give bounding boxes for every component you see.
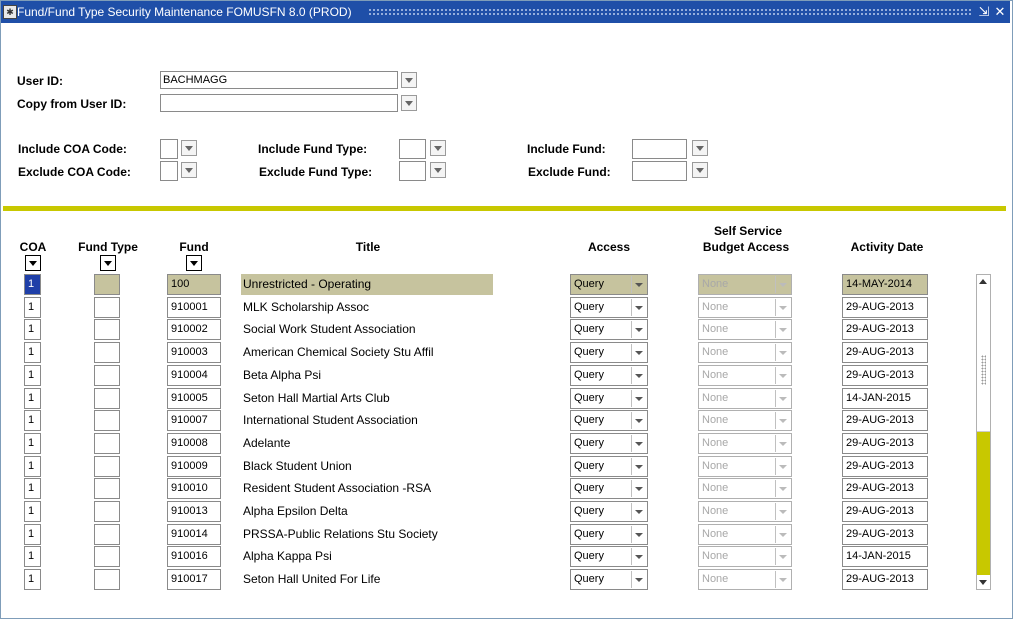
self-service-access-value: None [702,369,729,381]
self-service-access-select [698,546,792,567]
access-value: Query [574,323,604,335]
fund-cell[interactable]: 910017 [167,569,221,590]
coa-cell[interactable]: 1 [24,342,41,363]
activity-date-cell: 14-MAY-2014 [842,274,928,295]
exclude-fund-type-label: Exclude Fund Type: [259,165,373,179]
access-select[interactable] [570,319,648,340]
access-value: Query [574,301,604,313]
title-bar[interactable] [1,1,1010,23]
fund-sort-button[interactable] [186,255,202,271]
column-header-budget-access: Budget Access [702,240,790,254]
vertical-scrollbar[interactable] [976,274,991,590]
fund-title: Seton Hall United For Life [243,572,381,586]
activity-date-cell: 29-AUG-2013 [842,342,928,363]
self-service-access-value: None [702,392,729,404]
include-fund-type-field[interactable] [399,139,426,159]
self-service-access-select [698,524,792,545]
fund-type-cell[interactable] [94,501,120,522]
exclude-fund-type-field[interactable] [399,161,426,181]
scroll-down-icon[interactable] [977,575,990,589]
self-service-access-select [698,365,792,386]
fund-type-cell[interactable] [94,342,120,363]
fund-title: Resident Student Association -RSA [243,481,432,495]
coa-cell[interactable]: 1 [24,365,41,386]
fund-cell[interactable]: 910010 [167,478,221,499]
coa-cell[interactable]: 1 [24,569,41,590]
table-row[interactable] [1,410,1001,433]
chevron-down-icon[interactable] [631,548,646,565]
fund-cell[interactable]: 910005 [167,388,221,409]
table-row[interactable] [1,365,1001,388]
access-value: Query [574,346,604,358]
chevron-down-icon[interactable] [631,480,646,497]
chevron-down-icon[interactable] [631,526,646,543]
access-select[interactable] [570,433,648,454]
chevron-down-icon [775,344,790,361]
self-service-access-value: None [702,301,729,313]
access-select[interactable] [570,342,648,363]
fund-title: Unrestricted - Operating [241,274,493,295]
activity-date-cell: 29-AUG-2013 [842,410,928,431]
column-header-fund: Fund [179,240,209,254]
user-id-label: User ID: [17,74,64,88]
column-header-coa: COA [19,240,47,254]
fund-cell[interactable]: 910013 [167,501,221,522]
self-service-access-value: None [702,573,729,585]
chevron-down-icon [775,412,790,429]
scroll-track[interactable] [977,432,990,575]
self-service-access-value: None [702,482,729,494]
exclude-fund-label: Exclude Fund: [528,165,611,179]
coa-cell[interactable]: 1 [24,410,41,431]
self-service-access-value: None [702,414,729,426]
activity-date-cell: 29-AUG-2013 [842,524,928,545]
include-fund-type-label: Include Fund Type: [258,142,368,156]
self-service-access-select [698,456,792,477]
coa-cell[interactable]: 1 [24,274,41,295]
fund-title: MLK Scholarship Assoc [243,300,370,314]
access-value: Query [574,482,604,494]
activity-date-cell: 29-AUG-2013 [842,319,928,340]
self-service-access-value: None [702,550,729,562]
scroll-up-icon[interactable] [977,275,990,289]
self-service-access-select [698,388,792,409]
column-header-title: Title [355,240,381,254]
access-select[interactable] [570,478,648,499]
fund-type-cell[interactable] [94,297,120,318]
fund-type-cell[interactable] [94,319,120,340]
access-select[interactable] [570,569,648,590]
exclude-coa-lookup-button[interactable] [181,162,197,178]
copy-from-lookup-button[interactable] [401,95,417,111]
coa-sort-button[interactable] [25,255,41,271]
fund-title: PRSSA-Public Relations Stu Society [243,527,438,541]
coa-cell[interactable]: 1 [24,433,41,454]
window-title: Fund/Fund Type Security Maintenance FOMUSFN 8.0 (PROD) [17,5,352,19]
fund-type-sort-button[interactable] [100,255,116,271]
table-row[interactable] [1,478,1001,501]
access-value: Query [574,392,604,404]
fund-cell[interactable]: 910001 [167,297,221,318]
user-id-lookup-button[interactable] [401,72,417,88]
self-service-access-value: None [702,460,729,472]
access-value: Query [574,369,604,381]
chevron-down-icon[interactable] [631,412,646,429]
fund-type-cell[interactable] [94,274,120,295]
fund-type-cell[interactable] [94,456,120,477]
table-row[interactable] [1,297,1001,320]
self-service-access-value: None [702,437,729,449]
fund-title: American Chemical Society Stu Affil [243,345,434,359]
fund-title: International Student Association [243,413,418,427]
exclude-coa-field[interactable] [160,161,178,181]
chevron-down-icon [775,390,790,407]
fund-title: Alpha Kappa Psi [243,549,332,563]
chevron-down-icon [775,548,790,565]
exclude-fund-lookup-button[interactable] [692,162,708,178]
chevron-down-icon[interactable] [631,571,646,588]
fund-title: Beta Alpha Psi [243,368,322,382]
table-row[interactable] [1,342,1001,365]
exclude-coa-label: Exclude COA Code: [18,165,131,179]
coa-cell[interactable]: 1 [24,478,41,499]
access-select[interactable] [570,410,648,431]
activity-date-cell: 29-AUG-2013 [842,456,928,477]
fund-type-cell[interactable] [94,410,120,431]
chevron-down-icon [775,435,790,452]
fund-title: Seton Hall Martial Arts Club [243,391,390,405]
include-coa-label: Include COA Code: [18,142,127,156]
access-value: Query [574,437,604,449]
coa-cell[interactable]: 1 [24,297,41,318]
include-fund-lookup-button[interactable] [692,140,708,156]
column-header-self-service: Self Service [713,224,783,238]
fund-type-cell[interactable] [94,388,120,409]
fund-type-cell[interactable] [94,478,120,499]
fund-cell[interactable]: 910003 [167,342,221,363]
table-row[interactable] [1,524,1001,547]
include-coa-field[interactable] [160,139,178,159]
fund-title: Black Student Union [243,459,352,473]
chevron-down-icon[interactable] [631,276,646,293]
fund-cell[interactable]: 910004 [167,365,221,386]
access-value: Query [574,528,604,540]
user-id-field[interactable]: BACHMAGG [160,71,398,89]
coa-cell[interactable]: 1 [24,524,41,545]
title-bar-pattern [368,8,972,16]
activity-date-cell: 29-AUG-2013 [842,569,928,590]
chevron-down-icon[interactable] [631,367,646,384]
access-select[interactable] [570,456,648,477]
exclude-fund-field[interactable] [632,161,687,181]
minimize-icon[interactable]: ⇲ [978,4,990,19]
table-row[interactable] [1,569,1001,592]
activity-date-cell: 29-AUG-2013 [842,478,928,499]
fund-cell[interactable]: 100 [167,274,221,295]
column-header-fund-type: Fund Type [78,240,138,254]
table-row[interactable] [1,501,1001,524]
fund-cell[interactable]: 910008 [167,433,221,454]
section-divider [3,206,1006,211]
activity-date-cell: 29-AUG-2013 [842,501,928,522]
self-service-access-select [698,297,792,318]
activity-date-cell: 29-AUG-2013 [842,365,928,386]
access-value: Query [574,278,604,290]
self-service-access-select [698,319,792,340]
table-row[interactable] [1,319,1001,342]
access-value: Query [574,550,604,562]
self-service-access-value: None [702,346,729,358]
chevron-down-icon [775,299,790,316]
self-service-access-value: None [702,528,729,540]
fund-title: Alpha Epsilon Delta [243,504,348,518]
close-icon[interactable]: ✕ [994,4,1006,19]
fund-cell[interactable]: 910014 [167,524,221,545]
fund-cell[interactable]: 910007 [167,410,221,431]
table-row[interactable] [1,274,1001,297]
table-row[interactable] [1,388,1001,411]
fund-type-cell[interactable] [94,546,120,567]
coa-cell[interactable]: 1 [24,501,41,522]
access-value: Query [574,460,604,472]
app-icon: ✱ [3,5,17,19]
include-fund-label: Include Fund: [527,142,606,156]
chevron-down-icon [775,321,790,338]
self-service-access-select [698,478,792,499]
fund-cell[interactable]: 910016 [167,546,221,567]
access-select[interactable] [570,388,648,409]
coa-cell[interactable]: 1 [24,388,41,409]
table-row[interactable] [1,433,1001,456]
access-select[interactable] [570,274,648,295]
activity-date-cell: 14-JAN-2015 [842,388,928,409]
scroll-thumb[interactable] [977,289,990,432]
scroll-grip-icon [981,355,986,385]
access-value: Query [574,573,604,585]
fund-title: Social Work Student Association [243,322,416,336]
self-service-access-value: None [702,278,729,290]
self-service-access-select [698,569,792,590]
self-service-access-select [698,410,792,431]
fund-cell[interactable]: 910009 [167,456,221,477]
chevron-down-icon [775,367,790,384]
chevron-down-icon[interactable] [631,390,646,407]
fund-type-cell[interactable] [94,365,120,386]
access-value: Query [574,414,604,426]
chevron-down-icon [775,571,790,588]
column-header-activity-date: Activity Date [850,240,924,254]
access-value: Query [574,505,604,517]
access-select[interactable] [570,524,648,545]
coa-cell[interactable]: 1 [24,319,41,340]
fund-cell[interactable]: 910002 [167,319,221,340]
self-service-access-value: None [702,505,729,517]
coa-cell[interactable]: 1 [24,546,41,567]
include-fund-type-lookup-button[interactable] [430,140,446,156]
access-select[interactable] [570,546,648,567]
fund-title: Adelante [243,436,291,450]
chevron-down-icon[interactable] [631,458,646,475]
chevron-down-icon[interactable] [631,299,646,316]
self-service-access-select [698,274,792,295]
copy-from-user-id-field[interactable] [160,94,398,112]
access-select[interactable] [570,297,648,318]
fund-type-cell[interactable] [94,569,120,590]
self-service-access-select [698,501,792,522]
fund-type-cell[interactable] [94,524,120,545]
activity-date-cell: 14-JAN-2015 [842,546,928,567]
activity-date-cell: 29-AUG-2013 [842,433,928,454]
chevron-down-icon [775,503,790,520]
chevron-down-icon [775,458,790,475]
coa-cell[interactable]: 1 [24,456,41,477]
table-row[interactable] [1,546,1001,569]
fund-type-cell[interactable] [94,433,120,454]
chevron-down-icon [775,276,790,293]
chevron-down-icon[interactable] [631,503,646,520]
access-select[interactable] [570,501,648,522]
table-row[interactable] [1,456,1001,479]
self-service-access-select [698,433,792,454]
copy-from-user-id-label: Copy from User ID: [17,97,127,111]
chevron-down-icon[interactable] [631,321,646,338]
access-select[interactable] [570,365,648,386]
include-coa-lookup-button[interactable] [181,140,197,156]
chevron-down-icon [775,526,790,543]
include-fund-field[interactable] [632,139,687,159]
activity-date-cell: 29-AUG-2013 [842,297,928,318]
chevron-down-icon[interactable] [631,344,646,361]
exclude-fund-type-lookup-button[interactable] [430,162,446,178]
chevron-down-icon [775,480,790,497]
self-service-access-select [698,342,792,363]
column-header-access: Access [587,240,631,254]
self-service-access-value: None [702,323,729,335]
chevron-down-icon[interactable] [631,435,646,452]
